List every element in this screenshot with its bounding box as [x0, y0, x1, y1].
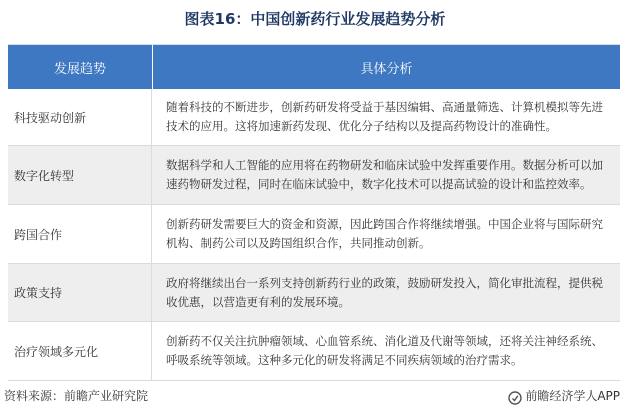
- table-row: [8, 205, 620, 264]
- trend-table: [8, 44, 620, 381]
- analysis-cell: 政府将继续出台一系列支持创新药行业的政策，鼓励研发投入，简化审批流程，提供税收优惠，以营造更有利的发展环境。: [166, 275, 603, 309]
- brand-name: 前瞻经济学人APP: [525, 389, 620, 403]
- trend-cell: 数字化转型: [8, 146, 152, 204]
- header-analysis: 具体分析: [360, 61, 413, 77]
- table-row: [8, 89, 620, 146]
- header-trend: 发展趋势: [8, 45, 153, 89]
- table-header: [8, 45, 620, 89]
- trend-cell: 科技驱动创新: [8, 89, 152, 145]
- analysis-cell: 创新药不仅关注抗肿瘤领域、心血管系统、消化道及代谢等领域，还将关注神经系统、呼吸系统等领域。这种多元化的研发将满足不同疾病领域的治疗需求。: [166, 334, 603, 367]
- table-row: [8, 264, 620, 322]
- source-note: 资料来源：前瞻产业研究院: [4, 389, 149, 403]
- brand-mark: [508, 384, 620, 408]
- table-row: [8, 322, 620, 381]
- analysis-cell: 数据科学和人工智能的应用将在药物研发和临床试验中发挥重要作用。数据分析可以加速药物研发过程，同时在临床试验中，数字化技术可以提高试验的设计和监控效率。: [166, 158, 603, 191]
- footer: [0, 384, 630, 408]
- trend-cell: 治疗领域多元化: [8, 322, 152, 380]
- trend-cell: 跨国合作: [8, 205, 152, 263]
- table-row: [8, 146, 620, 205]
- brand-logo-icon: [508, 389, 522, 403]
- analysis-cell: 随着科技的不断进步，创新药研发将受益于基因编辑、高通量筛选、计算机模拟等先进技术的应用。这将加速新药发现、优化分子结构以及提高药物设计的准确性。: [166, 100, 603, 133]
- chart-title: 图表16：中国创新药行业发展趋势分析: [184, 10, 446, 28]
- analysis-cell: 创新药研发需要巨大的资金和资源，因此跨国合作将继续增强。中国企业将与国际研究机构、制药公司以及跨国组织合作，共同推动创新。: [166, 217, 603, 250]
- trend-cell: 政策支持: [8, 264, 152, 321]
